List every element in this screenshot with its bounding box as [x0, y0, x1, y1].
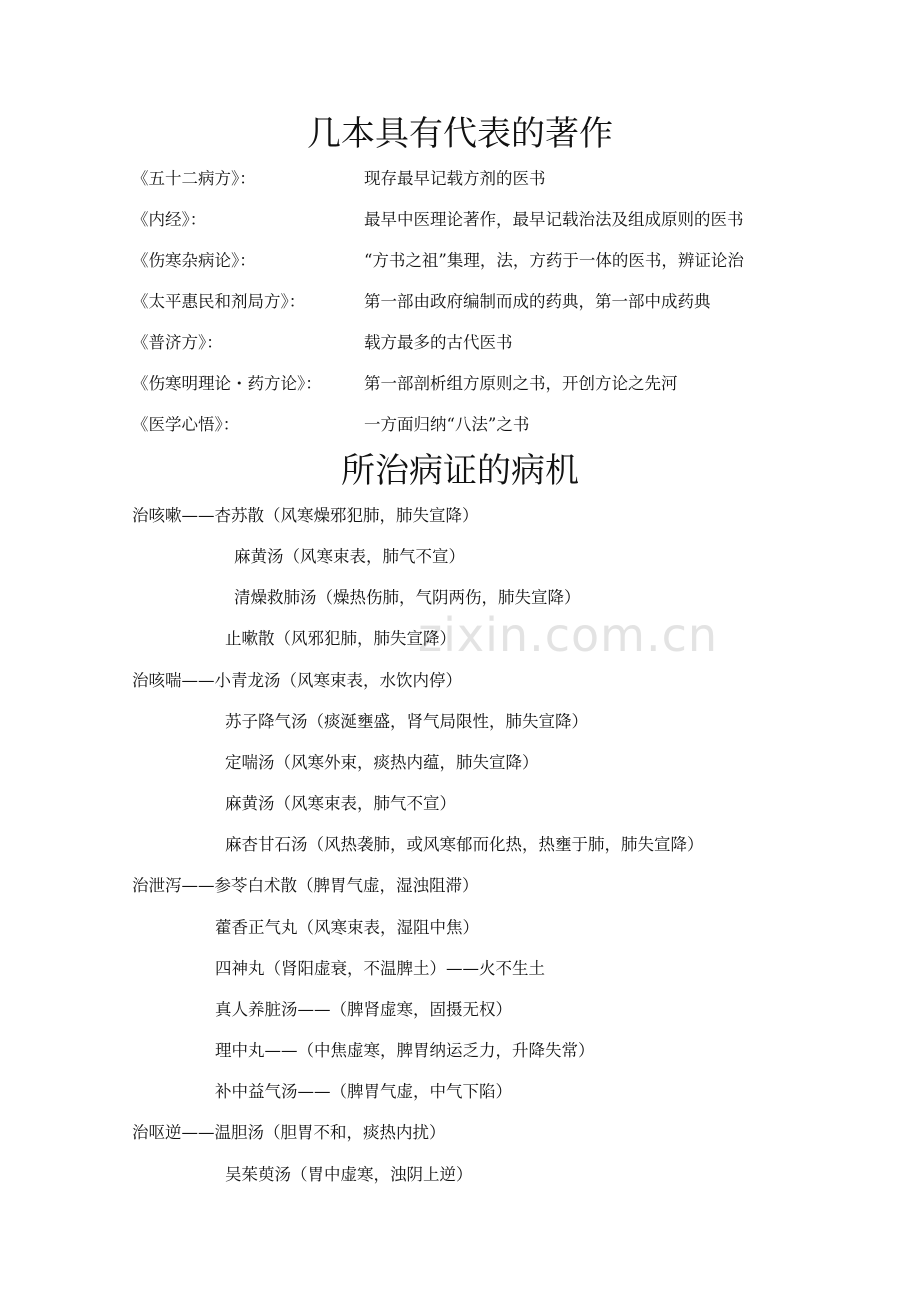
book-name: 《普济方》：: [132, 333, 223, 352]
treatment-line: 真人养脏汤——（脾肾虚寒，固摄无权）: [215, 1000, 512, 1019]
treatment-line: 补中益气汤——（脾胃气虚，中气下陷）: [215, 1082, 512, 1101]
book-name: 《太平惠民和剂局方》：: [132, 292, 306, 311]
book-description: 一方面归纳“八法”之书: [364, 415, 530, 434]
book-description: 载方最多的古代医书: [364, 333, 513, 352]
section-title-pathogenesis: 所治病证的病机: [341, 451, 579, 491]
treatment-line: 治泄泻——参苓白术散（脾胃气虚，湿浊阻滞）: [132, 876, 479, 895]
treatment-line: 理中丸——（中焦虚寒，脾胃纳运乏力，升降失常）: [215, 1041, 595, 1060]
treatment-line: 止嗽散（风邪犯肺，肺失宣降）: [225, 629, 456, 648]
watermark: zixin.com.cn: [418, 608, 719, 662]
book-name: 《五十二病方》：: [132, 169, 256, 188]
book-description: 现存最早记载方剂的医书: [364, 169, 546, 188]
treatment-line: 四神丸（肾阳虚衰，不温脾土）——火不生土: [215, 959, 545, 978]
section-title-representative-works: 几本具有代表的著作: [307, 114, 613, 154]
treatment-line: 治呕逆——温胆汤（胆胃不和，痰热内扰）: [132, 1123, 446, 1142]
treatment-line: 吴茱萸汤（胃中虚寒，浊阴上逆）: [225, 1165, 473, 1184]
treatment-line: 定喘汤（风寒外束，痰热内蕴，肺失宣降）: [225, 753, 539, 772]
treatment-line: 治咳嗽——杏苏散（风寒燥邪犯肺，肺失宣降）: [132, 506, 479, 525]
treatment-line: 苏子降气汤（痰涎壅盛，肾气局限性，肺失宣降）: [225, 712, 588, 731]
book-name: 《医学心悟》：: [132, 415, 240, 434]
book-name: 《伤寒明理论・药方论》：: [132, 374, 322, 393]
book-description: “方书之祖”集理，法，方药于一体的医书，辨证论治: [364, 251, 744, 270]
treatment-line: 麻黄汤（风寒束表，肺气不宣）: [234, 547, 465, 566]
book-description: 最早中医理论著作，最早记载治法及组成原则的医书: [364, 210, 744, 229]
treatment-line: 清燥救肺汤（燥热伤肺，气阴两伤，肺失宣降）: [234, 588, 581, 607]
treatment-line: 麻杏甘石汤（风热袭肺，或风寒郁而化热，热壅于肺，肺失宣降）: [225, 835, 704, 854]
book-description: 第一部剖析组方原则之书，开创方论之先河: [364, 374, 678, 393]
book-name: 《伤寒杂病论》：: [132, 251, 256, 270]
book-name: 《内经》：: [132, 210, 207, 229]
treatment-line: 麻黄汤（风寒束表，肺气不宣）: [225, 794, 456, 813]
treatment-line: 藿香正气丸（风寒束表，湿阻中焦）: [215, 918, 479, 937]
book-description: 第一部由政府编制而成的药典，第一部中成药典: [364, 292, 711, 311]
treatment-line: 治咳喘——小青龙汤（风寒束表，水饮内停）: [132, 671, 462, 690]
